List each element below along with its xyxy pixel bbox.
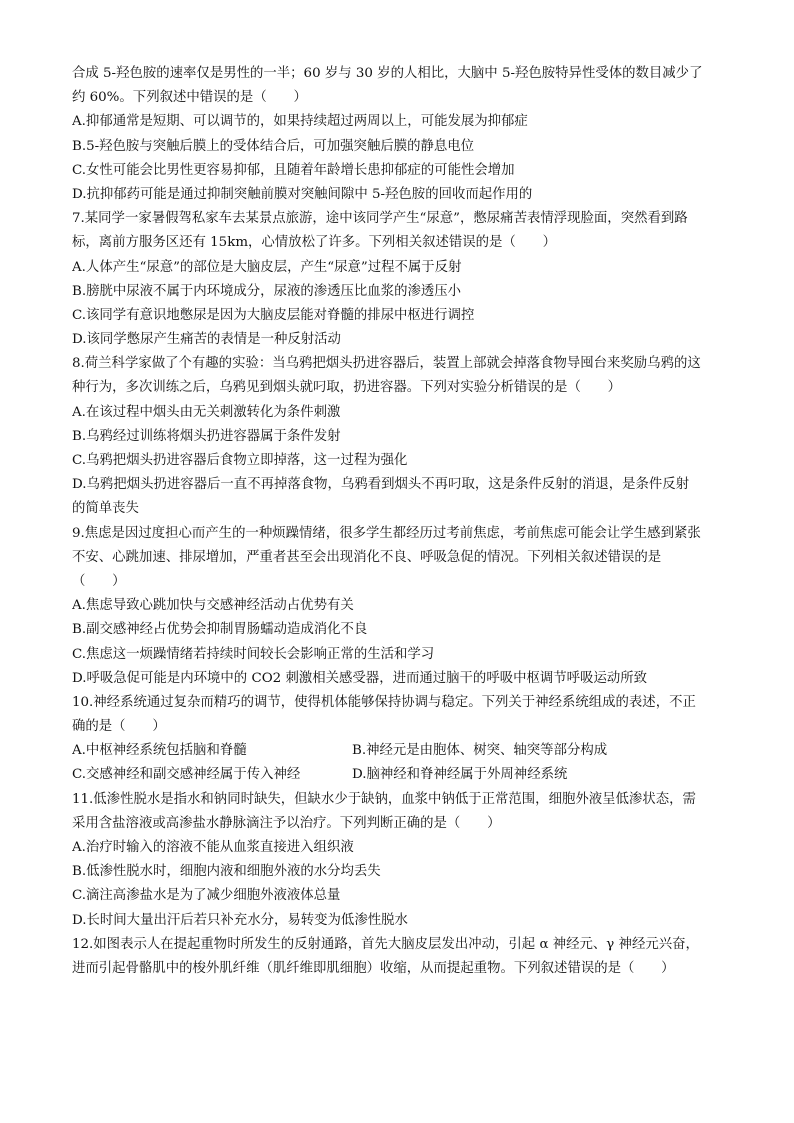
option-d: D.呼吸急促可能是内环境中的 CO2 刺激相关感受器，进而通过脑干的呼吸中枢调节呼吸运动所致 xyxy=(72,670,648,686)
option-a: A.人体产生“尿意”的部位是大脑皮层，产生“尿意”过程不属于反射 xyxy=(72,259,462,275)
option-b: B.乌鸦经过训练将烟头扔进容器属于条件发射 xyxy=(72,428,341,444)
option-c: C.滴注高渗盐水是为了减少细胞外液液体总量 xyxy=(72,888,341,904)
question-stem-line: 8.荷兰科学家做了个有趣的实验：当乌鸦把烟头扔进容器后，装置上部就会掉落食物导囤台来奖励乌鸦的这 xyxy=(72,356,701,372)
option-row xyxy=(72,763,724,787)
question-7 xyxy=(72,207,724,352)
answer-bracket: （ ） xyxy=(72,573,126,589)
question-9 xyxy=(72,522,724,691)
question-8 xyxy=(72,352,724,521)
option-b: B.膀胱中尿液不属于内环境成分，尿液的渗透压比血浆的渗透压小 xyxy=(72,283,462,299)
question-stem-line: 12.如图表示人在提起重物时所发生的反射通路，首先大脑皮层发出冲动，引起 α 神经元、γ 神经元兴奋， xyxy=(72,936,699,952)
option-a: A.抑郁通常是短期、可以调节的，如果持续超过两周以上，可能发展为抑郁症 xyxy=(72,114,528,130)
question-stem-line: 标，离前方服务区还有 15km，心情放松了许多。下列相关叙述错误的是（ ） xyxy=(72,235,556,251)
question-stem-line: 约 60%。下列叙述中错误的是（ ） xyxy=(72,90,307,106)
option-a: A.中枢神经系统包括脑和脊髓 xyxy=(72,743,247,759)
option-b: B.神经元是由胞体、树突、轴突等部分构成 xyxy=(352,743,608,759)
question-stem-line: 合成 5-羟色胺的速率仅是男性的一半；60 岁与 30 岁的人相比，大脑中 5-羟色胺特异性受体的数目减少了 xyxy=(72,66,703,81)
option-c: C.交感神经和副交感神经属于传入神经 xyxy=(72,767,301,783)
question-stem-line: 确的是（ ） xyxy=(72,719,166,735)
option-d-continuation: 的简单丧失 xyxy=(72,501,139,517)
question-10 xyxy=(72,691,724,788)
option-a: A.焦虑导致心跳加快与交感神经活动占优势有关 xyxy=(72,598,354,614)
option-d: D.该同学憋尿产生痛苦的表情是一种反射活动 xyxy=(72,332,341,348)
option-d: D.脑神经和脊神经属于外周神经系统 xyxy=(352,767,568,783)
option-c: C.女性可能会比男性更容易抑郁，且随着年龄增长患抑郁症的可能性会增加 xyxy=(72,162,515,178)
question-12 xyxy=(72,933,724,981)
question-11 xyxy=(72,788,724,933)
question-stem-line: 7.某同学一家暑假驾私家车去某景点旅游，途中该同学产生“尿意”，憋尿痛苦表情浮现脸面，突然看到路 xyxy=(72,211,688,227)
option-a: A.在该过程中烟头由无关刺激转化为条件刺激 xyxy=(72,404,341,420)
option-b: B.5-羟色胺与突触后膜上的受体结合后，可加强突触后膜的静息电位 xyxy=(72,138,475,154)
question-stem-line: 11.低渗性脱水是指水和钠同时缺失，但缺水少于缺钠，血浆中钠低于正常范围，细胞外液呈低渗状态，需 xyxy=(72,791,696,807)
question-content xyxy=(72,62,724,981)
option-row xyxy=(72,739,724,763)
option-a: A.治疗时输入的溶液不能从血浆直接进入组织液 xyxy=(72,840,354,855)
question-6-continuation xyxy=(72,62,724,207)
question-stem-line: 10.神经系统通过复杂而精巧的调节，使得机体能够保持协调与稳定。下列关于神经系统组成的表述，不正 xyxy=(72,694,696,710)
question-stem-line: 进而引起骨骼肌中的梭外肌纤维（肌纤维即肌细胞）收缩，从而提起重物。下列叙述错误的是（ ） xyxy=(72,960,675,976)
option-c: C.该同学有意识地憋尿是因为大脑皮层能对脊髓的排尿中枢进行调控 xyxy=(72,307,475,323)
option-b: B.副交感神经占优势会抑制胃肠蠕动造成消化不良 xyxy=(72,622,368,638)
option-d: D.乌鸦把烟头扔进容器后一直不再掉落食物，乌鸦看到烟头不再叼取，这是条件反射的消退，是条件反射 xyxy=(72,477,690,493)
question-stem-line: 采用含盐溶液或高渗盐水静脉滴注予以治疗。下列判断正确的是（ ） xyxy=(72,815,501,831)
option-c: C.焦虑这一烦躁情绪若持续时间较长会影响正常的生活和学习 xyxy=(72,646,435,662)
question-stem-line: 不安、心跳加速、排尿增加，严重者甚至会出现消化不良、呼吸急促的情况。下列相关叙述错误的是 xyxy=(72,549,662,565)
question-stem-line: 种行为，多次训练之后，乌鸦见到烟头就叼取，扔进容器。下列对实验分析错误的是（ ） xyxy=(72,380,622,396)
question-stem-line: 9.焦虑是因过度担心而产生的一种烦躁情绪，很多学生都经历过考前焦虑，考前焦虑可能会让学生感到紧张 xyxy=(72,525,701,541)
option-d: D.长时间大量出汗后若只补充水分，易转变为低渗性脱水 xyxy=(72,912,408,928)
option-d: D.抗抑郁药可能是通过抑制突触前膜对突触间隙中 5-羟色胺的回收而起作用的 xyxy=(72,186,533,202)
option-b: B.低渗性脱水时，细胞内液和细胞外液的水分均丢失 xyxy=(72,864,381,880)
option-c: C.乌鸦把烟头扔进容器后食物立即掉落，这一过程为强化 xyxy=(72,453,408,468)
